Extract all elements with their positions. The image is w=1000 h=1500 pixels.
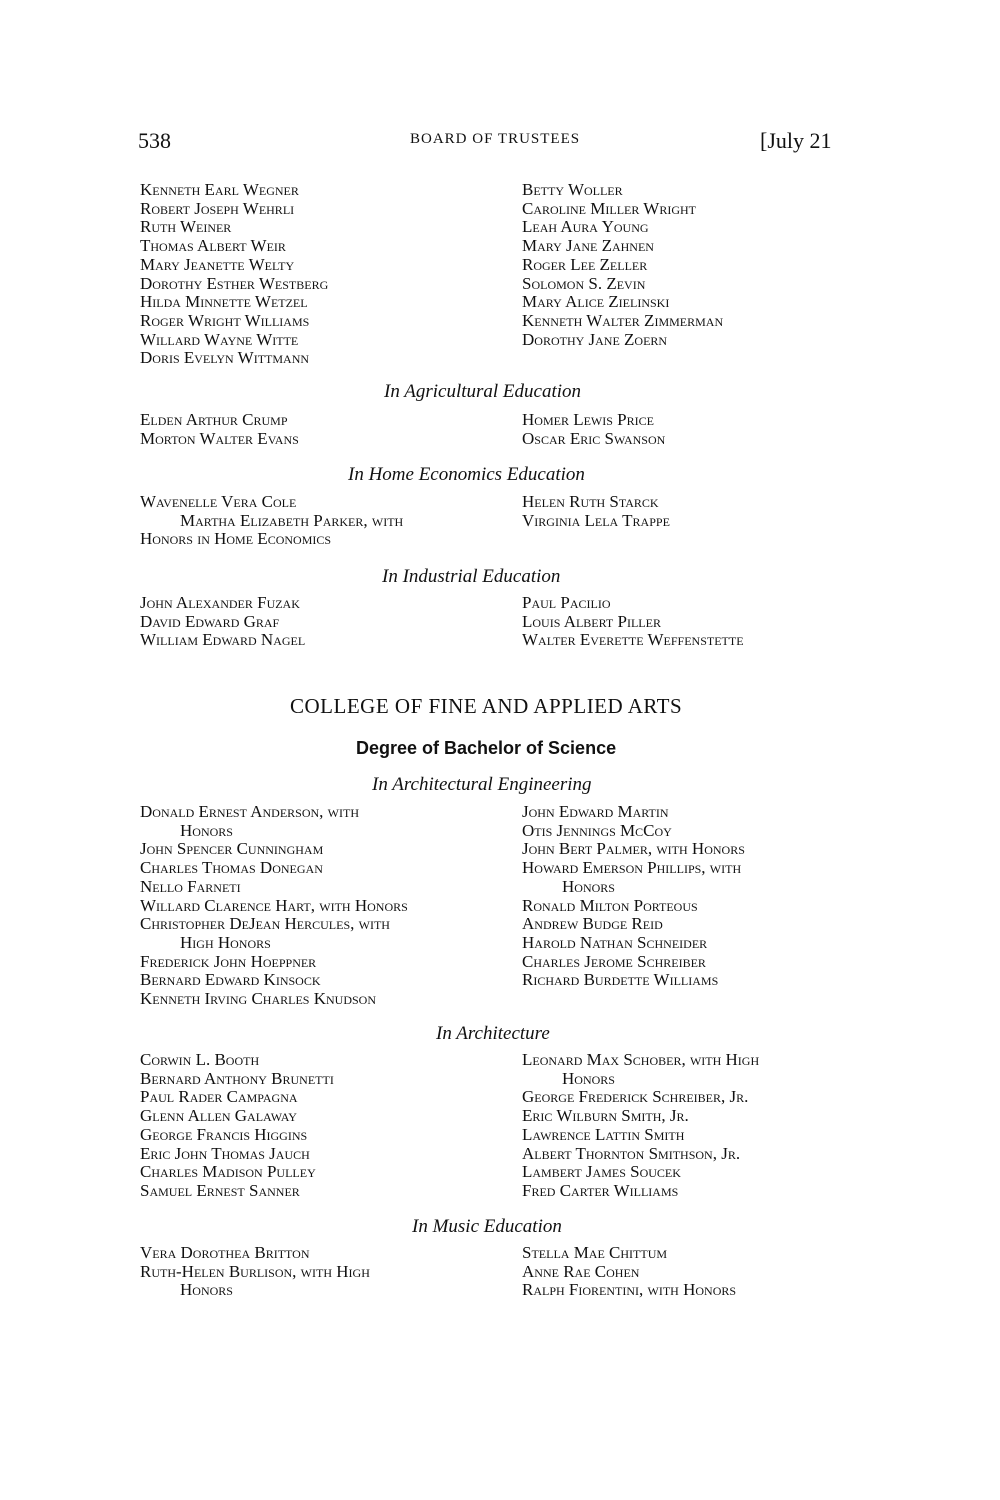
name-entry: Paul Pacilio: [522, 593, 611, 612]
names-column: [140, 594, 305, 650]
name-entry: Leonard Max Schober, with High: [522, 1050, 760, 1069]
names-column: [522, 411, 665, 448]
name-entry: Hilda Minnette Wetzel: [140, 292, 308, 312]
name-entry: George Francis Higgins: [140, 1124, 308, 1144]
name-entry: Nello Farneti: [140, 876, 241, 896]
name-entry: Glenn Allen Galaway: [140, 1106, 297, 1126]
name-entry: Christopher DeJean Hercules, with: [140, 914, 390, 934]
name-entry: Mary Jane Zahnen: [522, 236, 654, 256]
name-entry: Kenneth Walter Zimmerman: [522, 310, 724, 330]
name-entry: Honors in Home Economics: [140, 529, 332, 549]
name-entry: Leah Aura Young: [522, 217, 649, 237]
name-entry: Willard Wayne Witte: [140, 329, 299, 349]
name-entry: Vera Dorothea Britton: [140, 1243, 310, 1262]
name-entry: Samuel Ernest Sanner: [140, 1180, 300, 1200]
name-entry: Fred Carter Williams: [522, 1180, 679, 1200]
name-entry: Honors: [562, 876, 615, 896]
name-entry: Walter Everette Weffenstette: [522, 630, 744, 650]
name-entry: Homer Lewis Price: [522, 410, 654, 429]
header-date: [July 21: [760, 128, 832, 153]
name-entry: Honors: [180, 1280, 233, 1300]
names-column: [140, 803, 408, 1009]
name-entry: John Bert Palmer, with Honors: [522, 839, 745, 859]
name-entry: Bernard Edward Kinsock: [140, 970, 321, 990]
name-entry: Dorothy Esther Westberg: [140, 273, 329, 293]
names-column: [522, 594, 744, 650]
names-column: [140, 1051, 334, 1201]
name-entry: Anne Rae Cohen: [522, 1261, 640, 1281]
name-entry: Ruth Weiner: [140, 217, 232, 237]
section-heading: In Architecture: [436, 1023, 550, 1044]
name-entry: Charles Thomas Donegan: [140, 858, 323, 878]
name-entry: Lawrence Lattin Smith: [522, 1124, 685, 1144]
name-entry: Stella Mae Chittum: [522, 1243, 668, 1262]
name-entry: Charles Madison Pulley: [140, 1162, 316, 1182]
name-entry: Oscar Eric Swanson: [522, 428, 666, 448]
name-entry: Albert Thornton Smithson, Jr.: [522, 1143, 741, 1163]
name-entry: High Honors: [180, 932, 271, 952]
name-entry: Ruth-Helen Burlison, with High: [140, 1261, 370, 1281]
college-title: COLLEGE OF FINE AND APPLIED ARTS: [290, 694, 683, 718]
name-entry: Mary Alice Zielinski: [522, 292, 670, 312]
page-number: 538: [138, 128, 171, 153]
name-entry: Howard Emerson Phillips, with: [522, 858, 742, 878]
name-entry: John Spencer Cunningham: [140, 839, 324, 859]
name-entry: Eric Wilburn Smith, Jr.: [522, 1106, 689, 1126]
name-entry: Bernard Anthony Brunetti: [140, 1068, 334, 1088]
name-entry: Wavenelle Vera Cole: [140, 492, 297, 511]
name-entry: Roger Wright Williams: [140, 310, 310, 330]
names-column: [522, 1051, 759, 1201]
name-entry: Solomon S. Zevin: [522, 273, 646, 293]
name-entry: Eric John Thomas Jauch: [140, 1143, 310, 1163]
name-entry: Ronald Milton Porteous: [522, 895, 698, 915]
names-column: [140, 493, 403, 549]
name-entry: Kenneth Irving Charles Knudson: [140, 989, 377, 1009]
name-entry: Honors: [562, 1068, 615, 1088]
name-entry: Charles Jerome Schreiber: [522, 951, 706, 971]
names-column: [522, 493, 670, 530]
name-entry: Andrew Budge Reid: [522, 914, 663, 934]
name-entry: Corwin L. Booth: [140, 1050, 260, 1069]
name-entry: Kenneth Earl Wegner: [140, 180, 299, 199]
degree-heading: Degree of Bachelor of Science: [356, 738, 617, 758]
name-entry: Caroline Miller Wright: [522, 198, 697, 218]
name-entry: George Frederick Schreiber, Jr.: [522, 1087, 749, 1107]
name-entry: Ralph Fiorentini, with Honors: [522, 1280, 737, 1300]
name-entry: John Edward Martin: [522, 802, 669, 821]
running-head: BOARD OF TRUSTEES: [410, 131, 581, 147]
section-heading: In Agricultural Education: [384, 381, 582, 402]
name-entry: Helen Ruth Starck: [522, 492, 659, 511]
name-entry: Martha Elizabeth Parker, with: [180, 510, 404, 530]
name-entry: Richard Burdette Williams: [522, 970, 719, 990]
section-heading: In Home Economics Education: [348, 464, 585, 485]
name-entry: Virginia Lela Trappe: [522, 510, 670, 530]
name-entry: Louis Albert Piller: [522, 611, 661, 631]
name-entry: Paul Rader Campagna: [140, 1087, 298, 1107]
names-column: [522, 1244, 736, 1300]
name-entry: Willard Clarence Hart, with Honors: [140, 895, 408, 915]
name-entry: Morton Walter Evans: [140, 428, 299, 448]
name-entry: Harold Nathan Schneider: [522, 932, 708, 952]
name-entry: David Edward Graf: [140, 611, 280, 631]
names-column: [522, 803, 745, 990]
name-entry: Robert Joseph Wehrli: [140, 198, 295, 218]
name-entry: Frederick John Hoeppner: [140, 951, 317, 971]
name-entry: Lambert James Soucek: [522, 1162, 681, 1182]
names-column: [140, 411, 299, 448]
name-entry: Elden Arthur Crump: [140, 410, 288, 429]
names-column: [140, 1244, 370, 1300]
name-entry: Betty Woller: [522, 180, 623, 199]
name-entry: Honors: [180, 820, 233, 840]
name-entry: Dorothy Jane Zoern: [522, 329, 668, 349]
name-entry: John Alexander Fuzak: [140, 593, 300, 612]
section-heading: In Architectural Engineering: [372, 774, 592, 795]
name-entry: Donald Ernest Anderson, with: [140, 802, 359, 821]
name-entry: Roger Lee Zeller: [522, 254, 648, 274]
name-entry: Thomas Albert Weir: [140, 236, 286, 256]
name-entry: Doris Evelyn Wittmann: [140, 348, 310, 368]
names-column: [522, 181, 723, 349]
name-entry: Otis Jennings McCoy: [522, 820, 672, 840]
section-heading: In Music Education: [412, 1216, 562, 1237]
section-heading: In Industrial Education: [382, 566, 561, 587]
names-column: [140, 181, 328, 368]
name-entry: Mary Jeanette Welty: [140, 254, 295, 274]
name-entry: William Edward Nagel: [140, 630, 306, 650]
